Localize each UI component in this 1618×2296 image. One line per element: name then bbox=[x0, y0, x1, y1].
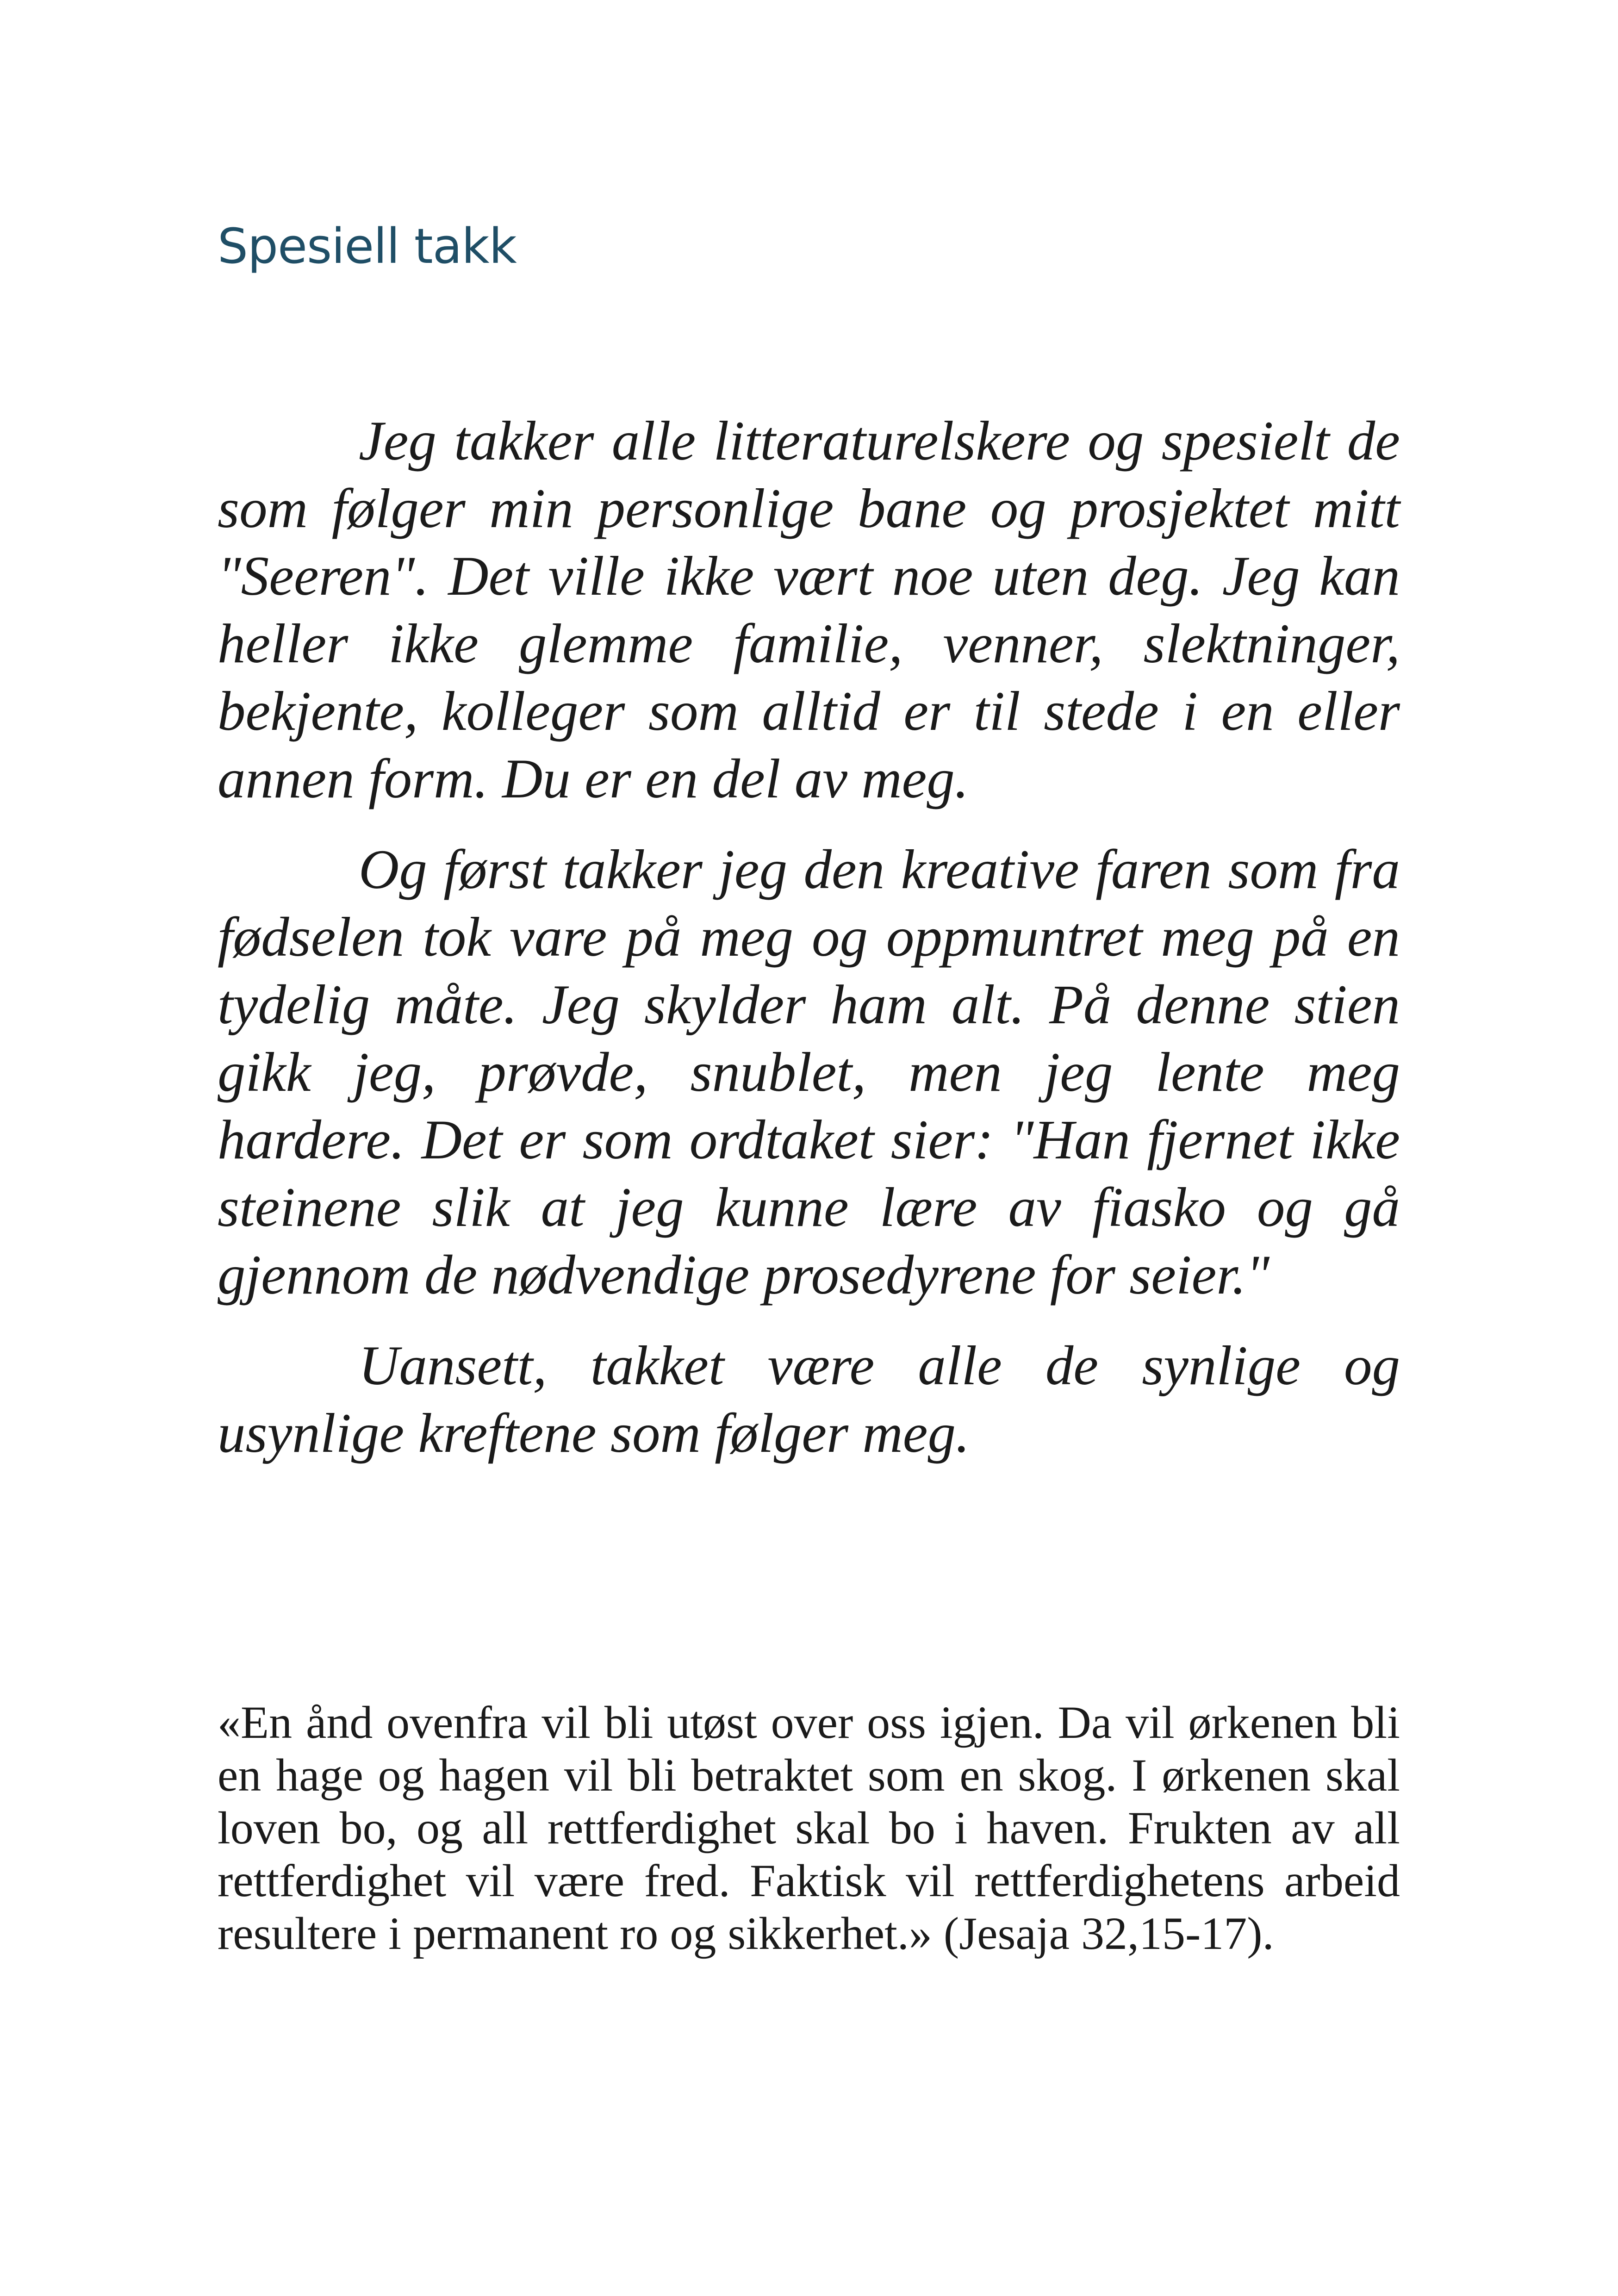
paragraph-2: Og først takker jeg den kreative faren som fra fødselen tok vare på meg og oppmuntret meg på en tydelig måte. Jeg skylder ham alt. På denne stien gikk jeg, prøvde, snublet, men jeg lente meg hardere. Det er som ordtaket sier: "Han fjernet ikke steinene slik at jeg kunne lære av fiasko og gå gjennom de nødvendige prosedyrene for seier." bbox=[218, 839, 1400, 1306]
page-title: Spesiell takk bbox=[218, 218, 517, 274]
acknowledgement-body bbox=[218, 407, 1400, 1490]
paragraph-1: Jeg takker alle litteraturelskere og spesielt de som følger min personlige bane og prosjektet mitt "Seeren". Det ville ikke vært noe uten deg. Jeg kan heller ikke glemme familie, venner, slektninger, bekjente, kolleger som alltid er til stede i en eller annen form. Du er en del av meg. bbox=[218, 410, 1400, 810]
bible-quote: «En ånd ovenfra vil bli utøst over oss igjen. Da vil ørkenen bli en hage og hagen vil bli betraktet som en skog. I ørkenen skal loven bo, og all rettferdighet skal bo i haven. Frukten av all rettferdighet vil være fred. Faktisk vil rettferdighetens arbeid resultere i permanent ro og sikkerhet.» (Jesaja 32,15-17). bbox=[218, 1697, 1400, 1959]
paragraph-3: Uansett, takket være alle de synlige og usynlige kreftene som følger meg. bbox=[218, 1335, 1400, 1464]
